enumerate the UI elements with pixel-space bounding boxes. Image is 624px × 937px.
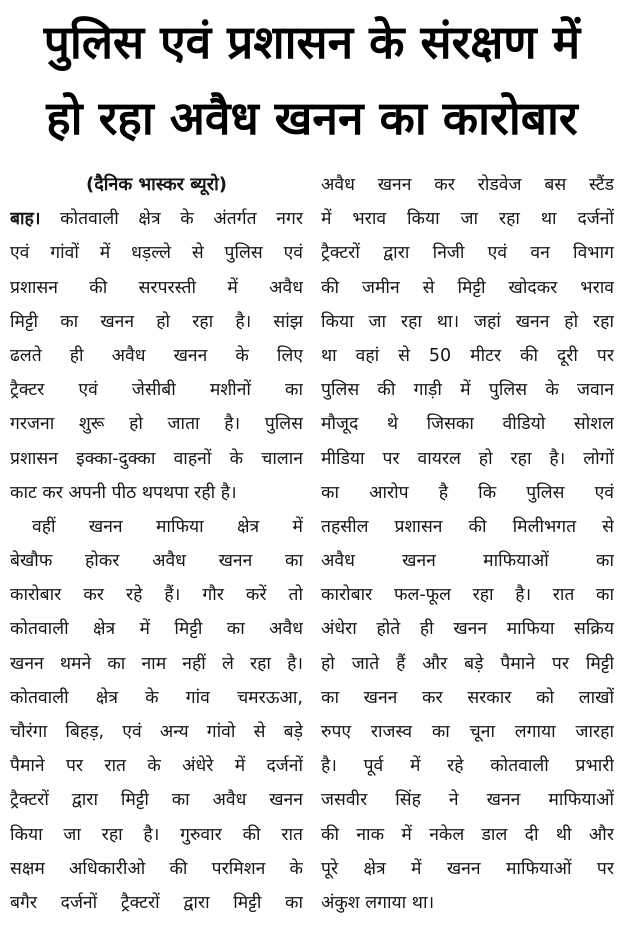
article-line: गरजना शुरू हो जाता है। पुलिस — [10, 414, 303, 435]
article-line: रुपए राजस्व का चूना लगाया जारहा — [321, 722, 614, 742]
article-line: ट्रैक्टरों द्वारा निजी एवं वन विभाग — [321, 243, 614, 264]
article-line: एवं गांवों में धड़ल्ले से पुलिस एवं — [10, 243, 303, 264]
article-line: ढलते ही अवैध खनन के लिए — [10, 345, 303, 366]
article-line: है। पूर्व में रहे कोतवाली प्रभारी — [321, 756, 614, 777]
article-line: काट कर अपनी पीठ थपथपा रही है। — [10, 482, 237, 503]
article-line: का आरोप है कि पुलिस एवं — [321, 482, 614, 503]
article-line: खनन थमने का नाम नहीं ले रहा है। — [10, 653, 303, 674]
article-line: किया जा रहा है। गुरुवार की रात — [10, 824, 303, 845]
article-column-right — [321, 168, 614, 933]
article-line-text: कोतवाली क्षेत्र के अंतर्गत नगर — [60, 209, 303, 230]
article-line: कारोबार फल-फूल रहा है। रात का — [321, 585, 614, 606]
article-line: बेखौफ होकर अवैध खनन का — [10, 551, 303, 572]
article-line: अवैध खनन कर रोडवेज बस स्टैंड — [321, 175, 614, 195]
article-line: तहसील प्रशासन की मिलीभगत से — [321, 516, 614, 537]
article-line: अंकुश लगाया था। — [321, 892, 435, 913]
article-line: जसवीर सिंह ने खनन माफियाओं — [321, 790, 614, 811]
article-line: चौरंगा बिहड़, एवं अन्य गांवो से बड़े — [10, 722, 303, 742]
article-line: कोतवाली क्षेत्र में मिट्टी का अवैध — [10, 619, 303, 640]
article-line — [10, 202, 303, 236]
article-line: प्रशासन की सरपरस्ती में अवैध — [10, 277, 303, 298]
article-line: अंधेरा होते ही खनन माफिया सक्रिय — [321, 619, 614, 640]
article-column-left — [10, 168, 303, 933]
article-line: अवैध खनन माफियाओं का — [321, 551, 614, 572]
article-line: कोतवाली क्षेत्र के गांव चमरऊआ, — [10, 687, 303, 708]
article-line: हो जाते हैं और बड़े पैमाने पर मिट्टी — [321, 653, 614, 674]
article-line: का खनन कर सरकार को लाखों — [321, 687, 614, 708]
article-line: पूरे क्षेत्र में खनन माफियाओं पर — [321, 858, 614, 879]
article-line: ट्रैक्टरों द्वारा मिट्टी का अवैध खनन — [10, 790, 303, 811]
article-line: में भराव किया जा रहा था दर्जनों — [321, 209, 614, 230]
article-line: बगैर दर्जनों ट्रैक्टरों द्वारा मिट्टी का — [10, 892, 303, 913]
article-line: था वहां से 50 मीटर की दूरी पर — [321, 345, 614, 366]
headline — [12, 4, 612, 156]
article-line: ट्रैक्टर एवं जेसीबी मशीनों का — [10, 380, 303, 401]
headline-line-1: पुलिस एवं प्रशासन के संरक्षण में — [43, 15, 581, 69]
article-line: वहीं खनन माफिया क्षेत्र में — [32, 516, 303, 537]
article-line: मौजूद थे जिसका वीडियो सोशल — [321, 414, 614, 435]
article-line: मिट्टी का खनन हो रहा है। सांझ — [10, 311, 303, 332]
article-line: की जमीन से मिट्टी खोदकर भराव — [321, 277, 614, 298]
byline: (दैनिक भास्कर ब्यूरो) — [85, 174, 228, 195]
article-line: पैमाने पर रात के अंधेरे में दर्जनों — [10, 756, 303, 777]
dateline: बाह। — [10, 209, 41, 230]
article-line: प्रशासन इक्का-दुक्का वाहनों के चालान — [10, 448, 303, 469]
article-line: की नाक में नकेल डाल दी थी और — [321, 824, 614, 845]
article-line: किया जा रहा था। जहां खनन हो रहा — [321, 311, 614, 332]
article-line: पुलिस की गाड़ी में पुलिस के जवान — [321, 380, 614, 401]
article-line: कारोबार कर रहे हैं। गौर करें तो — [10, 585, 303, 606]
article-body — [10, 168, 614, 933]
article-line: मीडिया पर वायरल हो रहा है। लोगों — [321, 448, 614, 469]
article-line: सक्षम अधिकारीओ की परमिशन के — [10, 858, 303, 879]
headline-line-2: हो रहा अवैध खनन का कारोबार — [46, 91, 578, 145]
